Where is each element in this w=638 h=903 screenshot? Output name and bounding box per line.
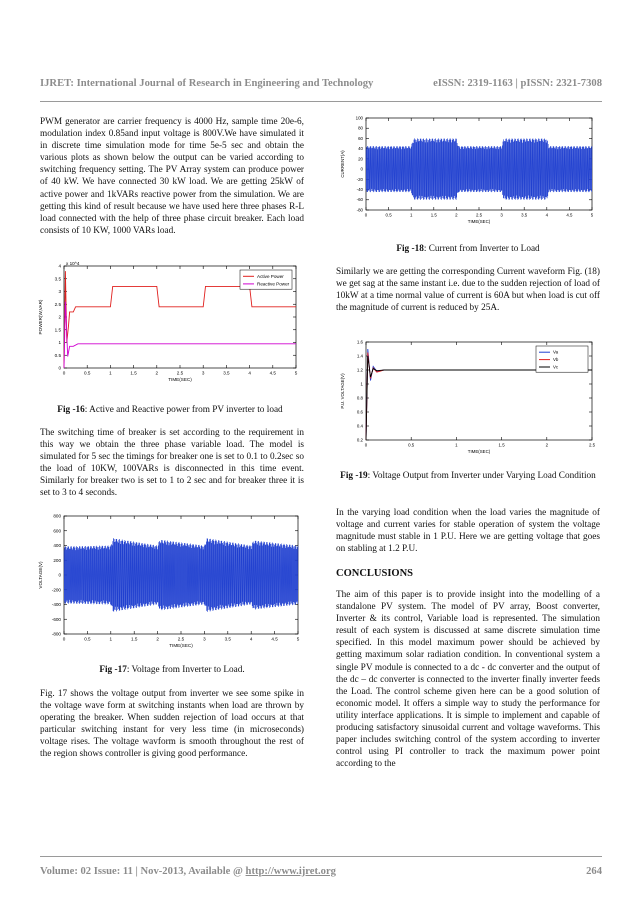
y-tick-label: 80 [358, 125, 363, 131]
y-tick-label: 1.4 [356, 353, 363, 359]
y-axis-label: POWER(W,VAR) [38, 299, 43, 335]
x-tick-label: 4.5 [271, 636, 278, 642]
page-number: 264 [586, 866, 602, 877]
page-header [40, 78, 602, 89]
figure-16-chart [30, 258, 310, 390]
x-tick-label: 1 [109, 370, 112, 376]
figure-18-chart [330, 112, 602, 232]
x-axis-label: TIME(SEC) [467, 448, 491, 454]
y-tick-label: 600 [53, 528, 61, 534]
y-tick-label: 0.2 [356, 437, 363, 443]
y-tick-label: -200 [51, 587, 61, 593]
figure-18-caption [336, 243, 600, 255]
x-tick-label: 2.5 [475, 212, 483, 218]
right-column-bottom [336, 589, 600, 779]
figure-17-caption [40, 664, 304, 676]
caption-label: Fig -17 [99, 665, 127, 675]
y-tick-label: 3 [58, 289, 61, 295]
footer-volume: Volume: 02 Issue: 11 | Nov-2013, Available @ http://www.ijret.org [40, 866, 336, 877]
y-tick-label: 0 [360, 166, 363, 172]
x-tick-label: 1.5 [498, 442, 505, 448]
x-tick-label: 0 [62, 636, 66, 642]
x-tick-label: 1.5 [130, 370, 137, 376]
x-tick-label: 0.5 [84, 370, 91, 376]
caption-label: Fig -19 [340, 471, 368, 481]
x-tick-label: 4 [248, 370, 251, 376]
footer-rule [40, 856, 602, 857]
caption-text: : Voltage from Inverter to Load. [126, 665, 245, 675]
legend-label: Reactive Power [257, 281, 290, 287]
x-tick-label: 0 [62, 370, 66, 376]
right-column-mid [336, 507, 600, 564]
y-tick-label: 0.8 [356, 395, 363, 401]
legend-label: Vb [553, 357, 559, 363]
x-tick-label: 3.5 [223, 370, 230, 376]
paragraph: The switching time of breaker is set according to the requirement in this way we obtain the three phase variable load. The model is simulated for 5 sec the timings for breaker one is set to 0.1 to 0.2sec so the load of 10KW, 100VARs is disconnected in this time event. Similarly for breaker two is set to 1 to 2 sec and for breaker three it is set to 3 to 4 seconds. [40, 428, 304, 499]
caption-label: Fig -18 [396, 244, 424, 254]
caption-text: : Active and Reactive power from PV inverter to load [84, 405, 283, 415]
y-tick-label: 0.6 [356, 409, 363, 415]
y-tick-label: 60 [358, 135, 363, 141]
y-tick-label: 4 [58, 263, 61, 269]
paragraph: In the varying load condition when the load varies the magnitude of voltage and current varies for stable operation of system the voltage magnitude must stable in 1 P.U. Here we are getting voltage that goes on stabling at 1.2 P.U. [336, 508, 600, 555]
y-tick-label: -60 [356, 197, 363, 203]
left-column-bottom [40, 688, 304, 770]
legend-label: Va [553, 349, 559, 355]
figure-16-caption [30, 404, 310, 416]
x-tick-label: 2 [545, 442, 549, 448]
x-tick-label: 5 [294, 370, 298, 376]
y-tick-label: 0.4 [356, 423, 363, 429]
x-tick-label: 4 [545, 212, 549, 218]
x-axis-label: TIME(SEC) [467, 218, 491, 224]
x-tick-label: 3 [203, 636, 206, 642]
figure-17-chart [30, 510, 310, 650]
y-tick-label: -40 [356, 187, 363, 193]
y-tick-label: 40 [358, 146, 363, 152]
issn: eISSN: 2319-1163 | pISSN: 2321-7308 [433, 78, 602, 89]
x-axis-label: TIME(SEC) [168, 377, 192, 383]
journal-link[interactable]: http://www.ijret.org [245, 866, 336, 877]
y-tick-label: 1.2 [356, 367, 363, 373]
y-tick-label: 2 [58, 314, 61, 320]
y-tick-label: 1.5 [54, 327, 61, 333]
y-tick-label: 1 [360, 381, 363, 387]
x-tick-label: 3 [201, 370, 205, 376]
x-tick-label: 1 [409, 212, 413, 218]
y-tick-label: 100 [355, 115, 363, 121]
x-tick-label: 0 [364, 212, 368, 218]
x-tick-label: 5 [590, 212, 594, 218]
x-tick-label: 4.5 [269, 370, 276, 376]
x-tick-label: 1 [455, 442, 458, 448]
x-tick-label: 3 [500, 212, 503, 218]
y-tick-label: -800 [51, 631, 61, 637]
y-tick-label: -400 [51, 602, 61, 608]
x-tick-label: 5 [296, 636, 300, 642]
x-tick-label: 1 [109, 636, 113, 642]
y-tick-label: 1 [58, 340, 61, 346]
y-tick-label: 400 [53, 543, 61, 549]
y-axis-label: P.U. VOLTAGE(V) [340, 373, 345, 409]
left-column-top [40, 116, 304, 246]
header-rule [40, 101, 602, 102]
y-tick-label: 800 [53, 513, 61, 519]
paragraph: Fig. 17 shows the voltage output from inverter we see some spike in the voltage wave form at switching instants when load are thrown by operating the breaker. When sudden rejection of load occurs at that particular switching instant for very less time (in microseconds) voltage rises. The voltage wavform is smooth throughout the rest of the region shows controller is giving good performance. [40, 689, 304, 760]
x-tick-label: 2 [455, 212, 458, 218]
caption-text: : Voltage Output from Inverter under Varying Load Condition [367, 471, 596, 481]
y-tick-label: 2.5 [54, 301, 61, 307]
x-tick-label: 0 [364, 442, 368, 448]
y-tick-label: -600 [51, 616, 61, 622]
y-tick-label: 200 [53, 557, 61, 563]
exponent-label: x 10^4 [66, 261, 80, 266]
paragraph: PWM generator are carrier frequency is 4000 Hz, sample time 20e-6, modulation index 0.85and input voltage is 800V.We have simulated it in discrete time simulation mode for time 5e-5 sec and obtain the various plots as shown below the output can be varied according to switching frequency setting. The PV Array system can produce power of 40 kW. We have connected 30 kW load. We are getting 25kW of active power and 1kVARs reactive power from the simulation. We are getting this kind of result because we have used here three phases R-L load connected with the help of three phase circuit breaker. Each load consists of 10 KW, 1000 VARs load. [40, 117, 304, 236]
y-tick-label: -80 [356, 207, 363, 213]
conclusions-heading: CONCLUSIONS [336, 568, 414, 579]
x-tick-label: 0.5 [84, 636, 91, 642]
y-tick-label: 0 [58, 572, 61, 578]
x-tick-label: 2 [155, 370, 159, 376]
x-tick-label: 4 [249, 636, 253, 642]
x-tick-label: 3.5 [521, 212, 528, 218]
figure-19-chart [330, 336, 602, 460]
y-tick-label: 1.6 [356, 339, 363, 345]
y-axis-label: CURRENT(A) [340, 150, 345, 178]
x-tick-label: 0.5 [408, 442, 415, 448]
y-tick-label: -20 [356, 176, 363, 182]
left-column-mid [40, 427, 304, 509]
y-axis-label: VOLTAGE(V) [38, 561, 43, 589]
x-tick-label: 2.5 [176, 370, 184, 376]
x-tick-label: 1.5 [131, 636, 138, 642]
legend-label: Vc [553, 364, 559, 370]
x-tick-label: 1.5 [430, 212, 437, 218]
y-tick-label: 0 [58, 365, 61, 371]
x-axis-label: TIME(SEC) [169, 643, 193, 649]
page-footer [40, 866, 602, 877]
paragraph: Similarly we are getting the corresponding Current waveform Fig. (18) we get sag at the same instant i.e. due to the sudden rejection of load of 10kW at a time normal value of current is 60A but when load is cut off the magnitude of current is reduced by 25A. [336, 267, 600, 314]
figure-19-caption [336, 470, 600, 482]
y-tick-label: 0.5 [54, 352, 61, 358]
caption-label: Fig -16 [57, 405, 85, 415]
y-tick-label: 20 [358, 156, 363, 162]
legend-label: Active Power [257, 273, 284, 279]
right-column-top [336, 266, 600, 323]
journal-title: IJRET: International Journal of Research in Engineering and Technology [40, 78, 374, 89]
paragraph: The aim of this paper is to provide insight into the modelling of a standalone PV system. The model of PV array, Boost converter, Inverter & its control, Variable load is represented. The simulation result of each system is discussed at same discrete simulation time specified. In this model maximum power should be achieved by getting maximum solar radiation condition. In conventional system a single PV module is connected to a dc - dc converter and the output of the dc – dc converter is connected to the inverter finally inverter feeds the Load. The control scheme given here can be a good solution of economic model. It offers a simple way to study the performance for utility interface applications. It is simple to implement and capable of producing satisfactory sinusoidal current and voltage waveforms. This paper includes switching control of the system according to inverter control using PI controller to track the maximum power point according to the [336, 590, 600, 770]
caption-text: : Current from Inverter to Load [423, 244, 540, 254]
y-tick-label: 3.5 [54, 276, 61, 282]
x-tick-label: 0.5 [385, 212, 392, 218]
x-tick-label: 3.5 [224, 636, 231, 642]
x-tick-label: 2.5 [588, 442, 596, 448]
x-tick-label: 4.5 [566, 212, 573, 218]
x-tick-label: 2.5 [177, 636, 185, 642]
x-tick-label: 2 [156, 636, 159, 642]
